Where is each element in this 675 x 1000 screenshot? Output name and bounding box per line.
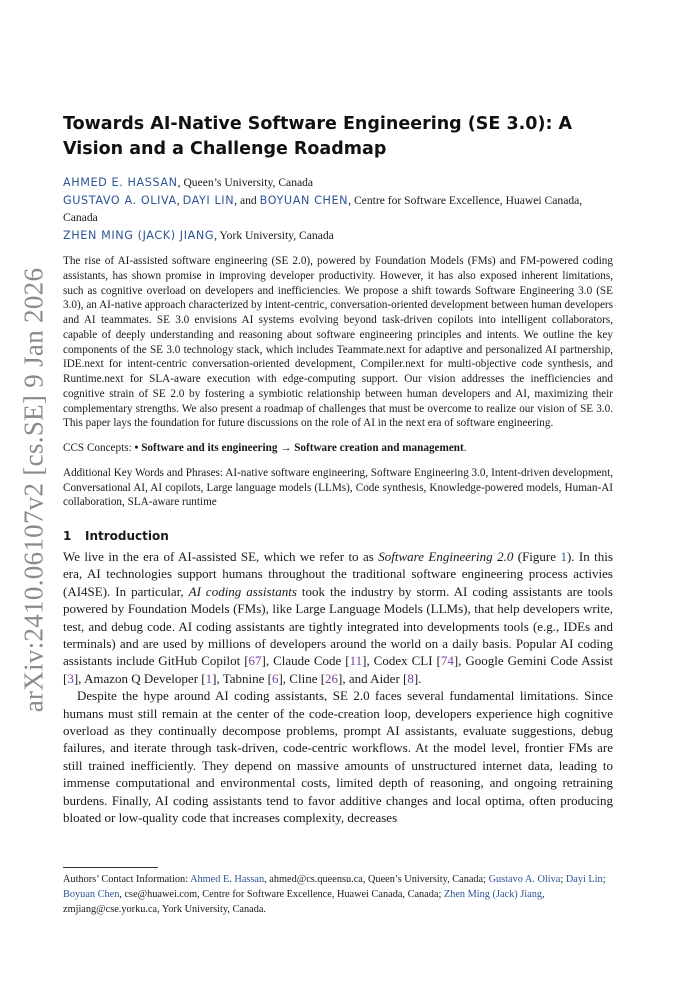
ccs-concept: Software and its engineering → Software creation and management	[141, 442, 464, 454]
author-link[interactable]: Zhen Ming (Jack) Jiang	[443, 889, 542, 900]
citation-link[interactable]: 67	[248, 653, 262, 669]
author-contact-footnote	[63, 872, 613, 917]
ccs-end: .	[463, 442, 467, 454]
ccs-concepts	[63, 441, 613, 456]
author-link[interactable]: Ahmed E. Hassan	[190, 874, 265, 885]
text: ], Amazon Q Developer [	[73, 670, 206, 686]
text: (Figure	[513, 549, 561, 564]
author-separator: , and	[234, 193, 260, 207]
abstract: The rise of AI-assisted software engineering (SE 2.0), powered by Foundation Models (FMs) and FM-powered coding assistants, has shown promise in improving developer productivity. However, it has also exposed inherent limitations, such as cognitive overload on developers and inefficiencies. We propose a shift towards Software Engineering 3.0 (SE 3.0), an AI-native approach characterized by intent-centric, conversation-oriented development between human developers and AI teammates. SE 3.0 envisions AI systems evolving beyond task-driven copilots into intelligent collaborators, capable of deeply understanding and reasoning about software engineering principles and intents. We outline the key components of the SE 3.0 technology stack, which includes Teammate.next for adaptive and personalized AI partnership, IDE.next for intent-centric conversation-oriented development, Compiler.next for multi-objective code synthesis, and Runtime.next for SLA-aware execution with edge-computing support. Our vision addresses the inefficiencies and cognitive strain of SE 2.0 by fostering a symbiotic relationship between human developers and AI, maximizing their complementary strengths. We also present a roadmap of challenges that must be overcome to realize our vision of SE 3.0. This paper lays the foundation for future discussions on the role of AI in the next era of software engineering.	[63, 255, 613, 430]
author-affiliation: , York University, Canada	[214, 228, 334, 242]
text: ;	[602, 874, 606, 885]
author-name[interactable]: ZHEN MING (JACK) JIANG	[63, 228, 215, 242]
citation-link[interactable]: 1	[205, 670, 213, 686]
section-heading	[63, 528, 613, 544]
section-number: 1	[63, 529, 72, 543]
author-link[interactable]: Dayi Lin	[565, 874, 603, 885]
author-separator: ,	[176, 193, 183, 207]
citation-link[interactable]: 6	[271, 670, 279, 686]
author-line-1	[63, 174, 613, 192]
citation-link[interactable]: 74	[440, 653, 454, 669]
text: , ahmed@cs.queensu.ca, Queen’s University, Canada;	[264, 874, 489, 885]
ccs-label: CCS Concepts:	[63, 442, 135, 454]
text: ], and Aider [	[338, 670, 408, 686]
author-link[interactable]: Gustavo A. Oliva	[488, 874, 561, 885]
arxiv-identifier: arXiv:2410.06107v2 [cs.SE] 9 Jan 2026	[18, 267, 49, 713]
text: ;	[560, 874, 566, 885]
author-affiliation: , Centre for Software Excellence, Huawei Canada, Canada	[63, 193, 583, 224]
emphasis: Software Engineering 2.0	[378, 549, 514, 564]
intro-paragraph-1	[63, 548, 613, 687]
citation-link[interactable]: 26	[325, 670, 339, 686]
text: ). In this era, AI technologies support humans throughout the traditional software engineering process activies (AI4SE). In particular,	[63, 549, 613, 599]
citation-link[interactable]: 3	[67, 670, 74, 686]
paper-title: Towards AI-Native Software Engineering (SE 3.0): A Vision and a Challenge Roadmap	[63, 114, 573, 159]
author-line-3	[63, 227, 613, 245]
author-name[interactable]: GUSTAVO A. OLIVA	[63, 193, 177, 207]
ccs-bullet: •	[134, 442, 142, 454]
author-block	[63, 174, 613, 244]
author-line-2	[63, 192, 613, 227]
text: Authors’ Contact Information:	[63, 874, 191, 885]
citation-link[interactable]: 11	[349, 653, 363, 669]
author-name[interactable]: AHMED E. HASSAN	[63, 176, 178, 189]
author-affiliation: , Queen’s University, Canada	[177, 176, 314, 189]
text: , cse@huawei.com, Centre for Software Excellence, Huawei Canada, Canada;	[119, 889, 444, 900]
arxiv-sidebar	[8, 267, 60, 713]
figure-ref-link[interactable]: 1	[560, 549, 567, 564]
author-name[interactable]: BOYUAN CHEN	[259, 193, 349, 207]
text: ], Tabnine [	[212, 670, 272, 686]
text: , zmjiang@cse.yorku.ca, York University, Canada.	[63, 889, 545, 915]
author-name[interactable]: DAYI LIN	[182, 193, 235, 207]
text: We live in the era of AI-assisted SE, which we refer to as	[63, 549, 379, 564]
text: ].	[413, 670, 422, 686]
intro-paragraph-2: Despite the hype around AI coding assistants, SE 2.0 faces several fundamental limitations. Since humans must still remain at the center of the code-creation loop, developers experience high cognitive overload as they continually decompose problems, prompt AI assistants, evaluate suggestions, debug failures, and iterate through task-driven, code-centric workflows. At the model level, frontier FMs are still trained inefficiently. They depend on massive amounts of unstructured internet data, leading to immense computational and environmental costs, limited depth of reasoning, and ongoing retraining burdens. Finally, AI coding assistants tend to favor additive changes and local optima, often producing bloated or low-quality code that increases complexity, decreases	[63, 688, 613, 826]
text: ], Claude Code [	[261, 653, 350, 669]
footnote-divider	[63, 867, 158, 868]
text: took the industry by storm. AI coding assistants are tools powered by Foundation Models (FMs), like Large Language Models (LLMs), that help developers write, test, and debug code. AI coding assistants are tightly integrated into developments tools (e.g., IDEs and terminals) and are used by millions of developers around the world on a daily basis. Popular AI coding assistants include GitHub Copilot [	[63, 583, 613, 669]
citation-link[interactable]: 8	[407, 670, 414, 686]
emphasis: AI coding assistants	[188, 583, 297, 599]
keywords: Additional Key Words and Phrases: AI-native software engineering, Software Engineering 3.0, Intent-driven development, Conversational AI, AI copilots, Large language models (LLMs), Code synthesis, Knowledge-powered models, Human-AI collaboration, SLA-aware runtime	[63, 466, 613, 509]
paper-page	[63, 112, 613, 827]
author-link[interactable]: Boyuan Chen	[63, 889, 120, 900]
text: ], Google Gemini Code Assist [	[63, 653, 614, 686]
section-title: Introduction	[85, 529, 169, 543]
text: ], Cline [	[278, 670, 326, 686]
text: ], Codex CLI [	[362, 653, 441, 669]
